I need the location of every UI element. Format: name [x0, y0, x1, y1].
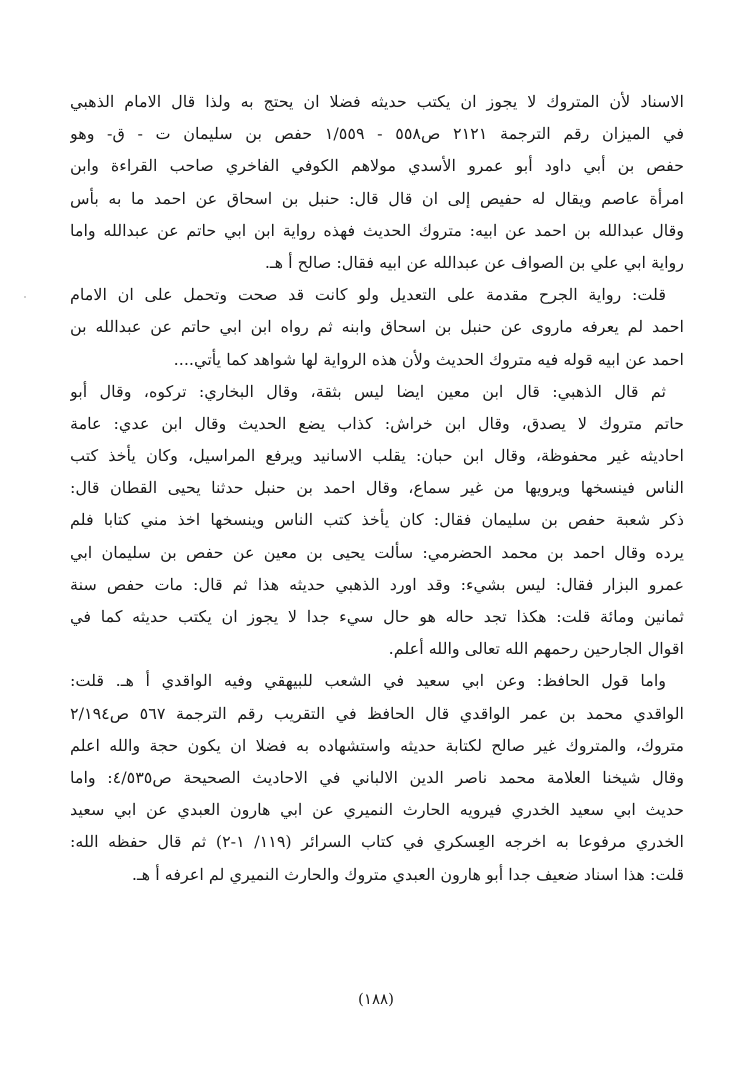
text-line: احمد لم يعرفه ماروى عن حنبل بن اسحاق وابنه ثم رواه ابن ابي حاتم عن عبدالله بن — [70, 317, 684, 337]
text-line: قلت: رواية الجرح مقدمة على التعديل ولو كانت قد صحت وتحمل على ان الامام — [70, 285, 666, 305]
text-line: عمرو البزار فقال: ليس بشيء: وقد اورد الذهبي حديثه هذا ثم قال: مات حفص سنة — [70, 574, 684, 594]
text-line: امرأة عاصم ويقال له حفيص إلى ان قال قال: حنبل بن اسحاق عن احمد ما به بأس — [70, 188, 684, 208]
text-line: ثم قال الذهبي: قال ابن معين ايضا ليس بثقة، وقال البخاري: تركوه، وقال أبو — [70, 381, 666, 401]
body-text — [70, 86, 684, 891]
text-line: قلت: هذا اسناد ضعيف جدا أبو هارون العبدي متروك والحارث النميري لم اعرفه أ هـ. — [131, 864, 684, 884]
margin-mark — [24, 296, 26, 298]
text-line: ثمانين ومائة قلت: هكذا تجد حاله هو حال سيء جدا لا يجوز ان يكتب حديثه كما في — [70, 607, 684, 626]
page-number: (١٨٨) — [358, 990, 394, 1008]
text-line: حفص بن أبي داود أبو عمرو الأسدي مولاهم الكوفي الفاخري صاحب القراءة وابن — [70, 156, 684, 176]
text-line: واما قول الحافظ: وعن ابي سعيد في الشعب للبيهقي وفيه الواقدي أ هـ. قلت: — [70, 671, 666, 691]
text-line: رواية ابي علي بن الصواف عن عبدالله عن ابيه فقال: صالح أ هـ. — [264, 252, 684, 272]
text-line: وقال عبدالله بن احمد عن ابيه: متروك الحديث فهذه رواية ابن ابي حاتم عن عبدالله واما — [70, 220, 684, 240]
text-line: ذكر شعبة حفص بن سليمان فقال: كان يأخذ كتب الناس وينسخها اخذ مني كتابا فلم — [70, 510, 684, 530]
text-line: وقال شيخنا العلامة محمد ناصر الدين الالباني في الاحاديث الصحيحة ص٤/٥٣٥: واما — [70, 767, 684, 787]
text-line: حديث ابي سعيد الخدري فيرويه الحارث النميري عن ابي هارون العبدي عن ابي سعيد — [70, 800, 684, 820]
text-line: اقوال الجارحين رحمهم الله تعالى والله أعلم. — [388, 639, 684, 659]
text-line: في الميزان رقم الترجمة ٢١٢١ ص٥٥٨ - ١/٥٥٩ حفص بن سليمان ت - ق- وهو — [70, 124, 684, 144]
text-line: احمد عن ابيه قوله فيه متروك الحديث ولأن هذه الرواية لها شواهد كما يأتي.... — [173, 349, 684, 369]
text-line: احاديثه غير محفوظة، وقال ابن حبان: يقلب الاسانيد ويرفع المراسيل، وكان يأخذ كتب — [70, 446, 684, 466]
text-line: الناس فينسخها ويرويها من غير سماع، وقال احمد بن حنبل حدثنا يحيى القطان قال: — [70, 478, 684, 498]
text-line: الخدري مرفوعا به اخرجه العِسكري في كتاب السرائر (١١٩/ ١-٢) ثم قال حفظه الله: — [70, 832, 684, 852]
text-line: الواقدي محمد بن عمر الواقدي قال الحافظ في التقريب رقم الترجمة ٥٦٧ ص٢/١٩٤ — [70, 703, 684, 723]
text-line: حاتم متروك لا يصدق، وقال ابن خراش: كذاب يضع الحديث وقال ابن عدي: عامة — [70, 413, 684, 433]
text-line: يرده وقال احمد بن محمد الحضرمي: سألت يحيى بن معين عن حفص بن سليمان ابي — [70, 542, 684, 562]
text-line: متروك، والمتروك غير صالح لكتابة حديثه واستشهاده به فضلا ان يكون حجة والله اعلم — [70, 735, 684, 755]
text-line: الاسناد لأن المتروك لا يجوز ان يكتب حديثه فضلا ان يحتج به ولذا قال الامام الذهبي — [70, 92, 684, 111]
